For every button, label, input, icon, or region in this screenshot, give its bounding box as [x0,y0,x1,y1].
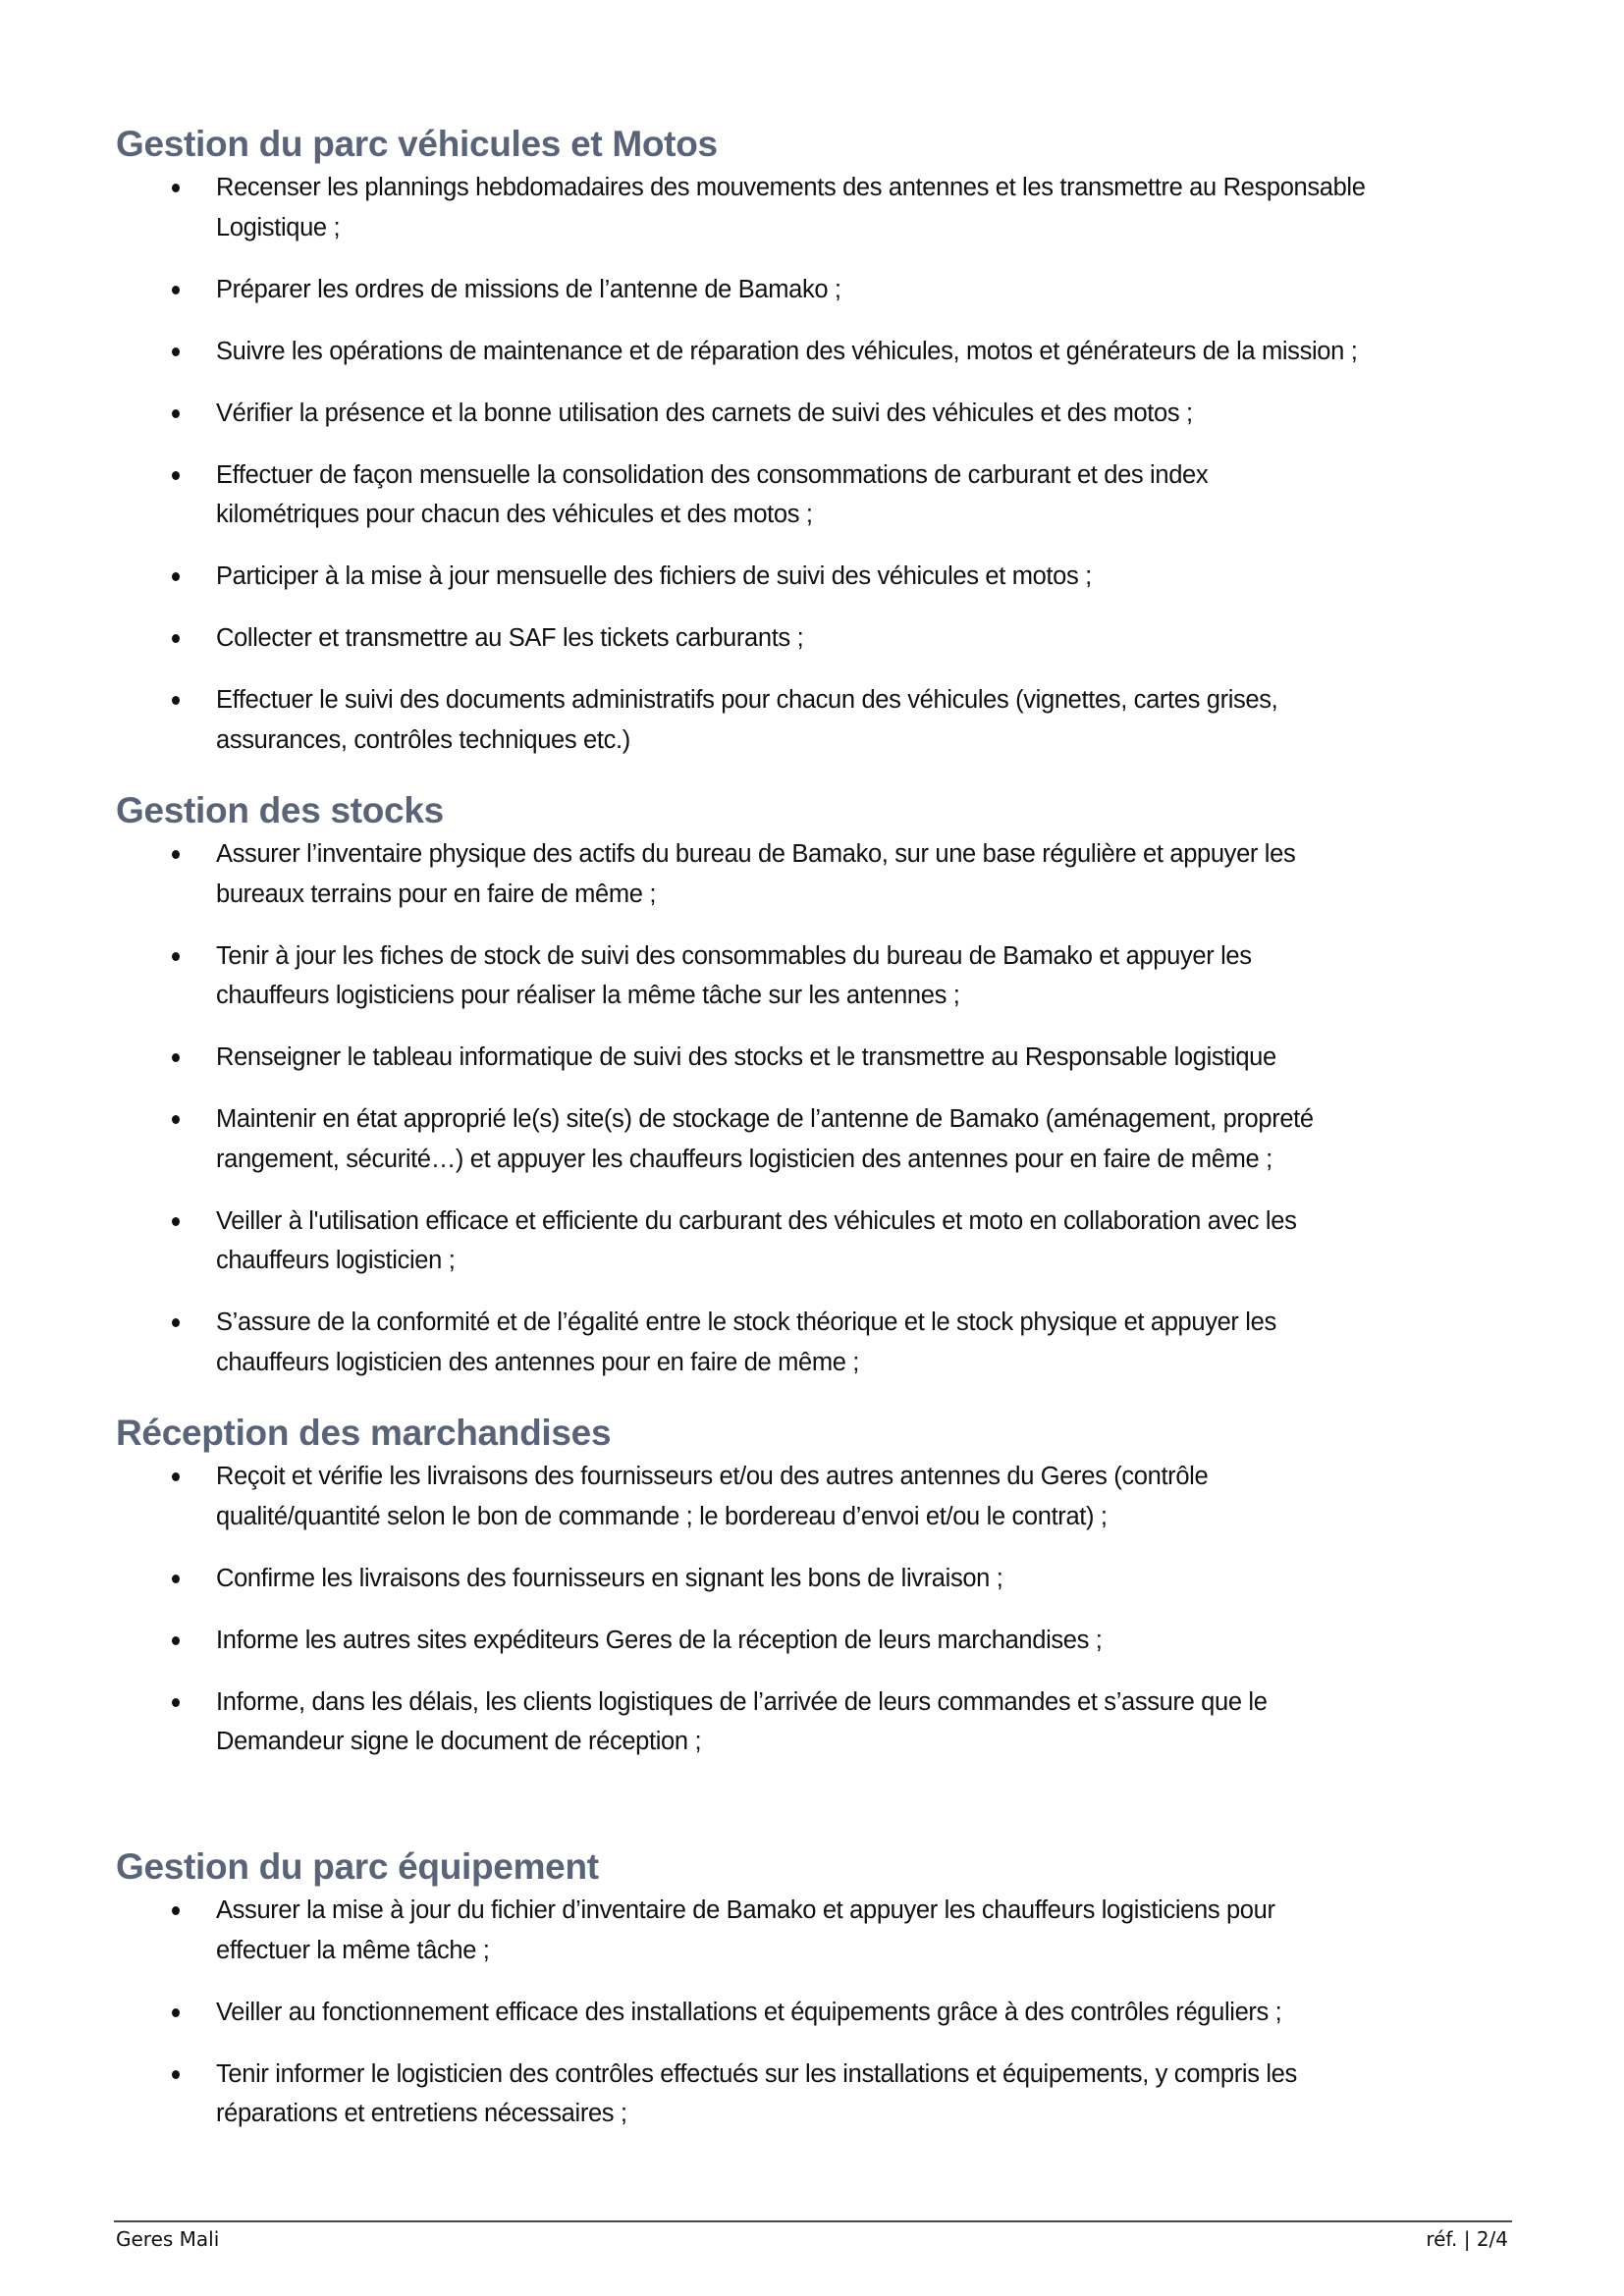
bullet-list [116,168,1520,760]
bullet-icon [172,1906,180,1915]
list-item-text [216,168,1520,247]
text-line: qualité/quantité selon le bon de commande ; le bordereau d’envoi et/ou le contrat) ; [216,1502,1108,1530]
bullet-icon [172,1115,180,1124]
bullet-list [116,1891,1520,2134]
text-line: Logistique ; [216,213,341,241]
list-item [116,1993,1520,2033]
section-equipement [116,1843,1520,2156]
bullet-icon [172,696,180,705]
list-item [116,394,1520,434]
list-item [116,557,1520,597]
bullet-list [116,834,1520,1382]
list-item [116,936,1520,1016]
list-item [116,2055,1520,2134]
footer-divider [114,2220,1512,2222]
bullet-icon [172,572,180,581]
bullet-icon [172,286,180,294]
text-line: Préparer les ordres de missions de l’antenne de Bamako ; [216,275,841,303]
section-heading: Réception des marchandises [116,1413,612,1453]
bullet-icon [172,347,180,356]
text-line: kilométriques pour chacun des véhicules et des motos ; [216,501,813,528]
text-line: Reçoit et vérifie les livraisons des fournisseurs et/ou des autres antennes du Geres (contrôle [216,1463,1209,1490]
text-line: Informe, dans les délais, les clients logistiques de l’arrivée de leurs commandes et s’assure que le [216,1687,1268,1716]
text-line: Effectuer de façon mensuelle la consolidation des consommations de carburant et des index [216,460,1209,489]
list-item [116,1457,1520,1536]
text-line: Maintenir en état approprié le(s) site(s) de stockage de l’antenne de Bamako (aménagement, propreté [216,1105,1314,1133]
bullet-icon [172,184,180,192]
list-item-text [216,270,1520,310]
list-item [116,1621,1520,1661]
section-reception [116,1410,1520,1784]
list-item-text [216,680,1520,760]
list-item [116,1891,1520,1970]
text-line: Tenir à jour les fiches de stock de suivi des consommables du bureau de Bamako et appuyer les [216,941,1252,970]
text-line: bureaux terrains pour en faire de même ; [216,880,657,908]
text-line: Demandeur signe le document de réception ; [216,1728,702,1755]
list-item [116,1099,1520,1179]
bullet-icon [172,471,180,480]
list-item-text [216,394,1520,434]
text-line: Participer à la mise à jour mensuelle des fichiers de suivi des véhicules et motos ; [216,562,1092,590]
list-item [116,1682,1520,1762]
text-line: Collecter et transmettre au SAF les tickets carburants ; [216,624,804,652]
text-line: Informe les autres sites expéditeurs Geres de la réception de leurs marchandises ; [216,1626,1103,1654]
list-item-text [216,1621,1520,1661]
text-line: Veiller à l'utilisation efficace et efficiente du carburant des véhicules et moto en collaboration avec les [216,1206,1297,1235]
bullet-icon [172,1636,180,1645]
text-line: S’assure de la conformité et de l’égalité entre le stock théorique et le stock physique et appuyer les [216,1308,1276,1336]
text-line: assurances, contrôles techniques etc.) [216,725,630,754]
text-line: Tenir informer le logisticien des contrôles effectués sur les installations et équipements, y compris les [216,2059,1297,2088]
section-heading: Gestion du parc équipement [116,1846,599,1887]
text-line: chauffeurs logisticien des antennes pour en faire de même ; [216,1348,860,1376]
list-item-text [216,557,1520,597]
bullet-icon [172,1575,180,1583]
section-heading: Gestion du parc véhicules et Motos [116,124,718,164]
bullet-icon [172,1053,180,1062]
list-item [116,1303,1520,1382]
list-item [116,455,1520,535]
bullet-icon [172,1472,180,1481]
section-stocks [116,787,1520,1405]
list-item [116,680,1520,760]
text-line: Vérifier la présence et la bonne utilisation des carnets de suivi des véhicules et des motos ; [216,399,1193,427]
list-item-text [216,1038,1520,1078]
list-item-text [216,1457,1520,1536]
bullet-icon [172,952,180,961]
bullet-icon [172,409,180,418]
text-line: chauffeurs logisticien ; [216,1247,456,1274]
list-item-text [216,1201,1520,1281]
list-item-text [216,1891,1520,1970]
list-item-text [216,618,1520,659]
list-item-text [216,1682,1520,1762]
list-item-text [216,936,1520,1016]
text-line: effectuer la même tâche ; [216,1936,490,1964]
text-line: Assurer l’inventaire physique des actifs du bureau de Bamako, sur une base régulière et appuyer les [216,840,1296,868]
section-heading: Gestion des stocks [116,790,444,830]
text-line: Suivre les opérations de maintenance et de réparation des véhicules, motos et générateurs de la mission ; [216,337,1358,365]
list-item [116,270,1520,310]
text-line: chauffeurs logisticiens pour réaliser la même tâche sur les antennes ; [216,982,960,1009]
footer-page-reference: réf. | 2/4 [1426,2227,1508,2251]
list-item-text [216,1559,1520,1599]
text-line: Veiller au fonctionnement efficace des installations et équipements grâce à des contrôles réguliers ; [216,1998,1282,2026]
list-item-text [216,332,1520,372]
text-line: Confirme les livraisons des fournisseurs en signant les bons de livraison ; [216,1564,1003,1592]
list-item-text [216,1099,1520,1179]
bullet-icon [172,1217,180,1226]
bullet-icon [172,2008,180,2017]
section-vehicules [116,121,1520,782]
list-item [116,1038,1520,1078]
bullet-icon [172,2070,180,2079]
list-item [116,1559,1520,1599]
text-line: Recenser les plannings hebdomadaires des mouvements des antennes et les transmettre au Responsable [216,174,1366,201]
bullet-icon [172,634,180,643]
text-line: Assurer la mise à jour du fichier d’inventaire de Bamako et appuyer les chauffeurs logisticiens pour [216,1896,1275,1924]
list-item-text [216,1303,1520,1382]
list-item [116,834,1520,914]
list-item [116,618,1520,659]
list-item-text [216,2055,1520,2134]
list-item-text [216,1993,1520,2033]
text-line: Renseigner le tableau informatique de suivi des stocks et le transmettre au Responsable logistique [216,1043,1276,1071]
text-line: rangement, sécurité…) et appuyer les chauffeurs logisticien des antennes pour en faire de même ; [216,1145,1272,1173]
bullet-list [116,1457,1520,1762]
list-item-text [216,455,1520,535]
list-item [116,1201,1520,1281]
list-item [116,168,1520,247]
list-item-text [216,834,1520,914]
footer-organization: Geres Mali [116,2227,220,2251]
bullet-icon [172,1698,180,1707]
list-item [116,332,1520,372]
text-line: réparations et entretiens nécessaires ; [216,2100,627,2127]
bullet-icon [172,1318,180,1327]
text-line: Effectuer le suivi des documents administratifs pour chacun des véhicules (vignettes, cartes grises, [216,686,1278,714]
bullet-icon [172,850,180,859]
